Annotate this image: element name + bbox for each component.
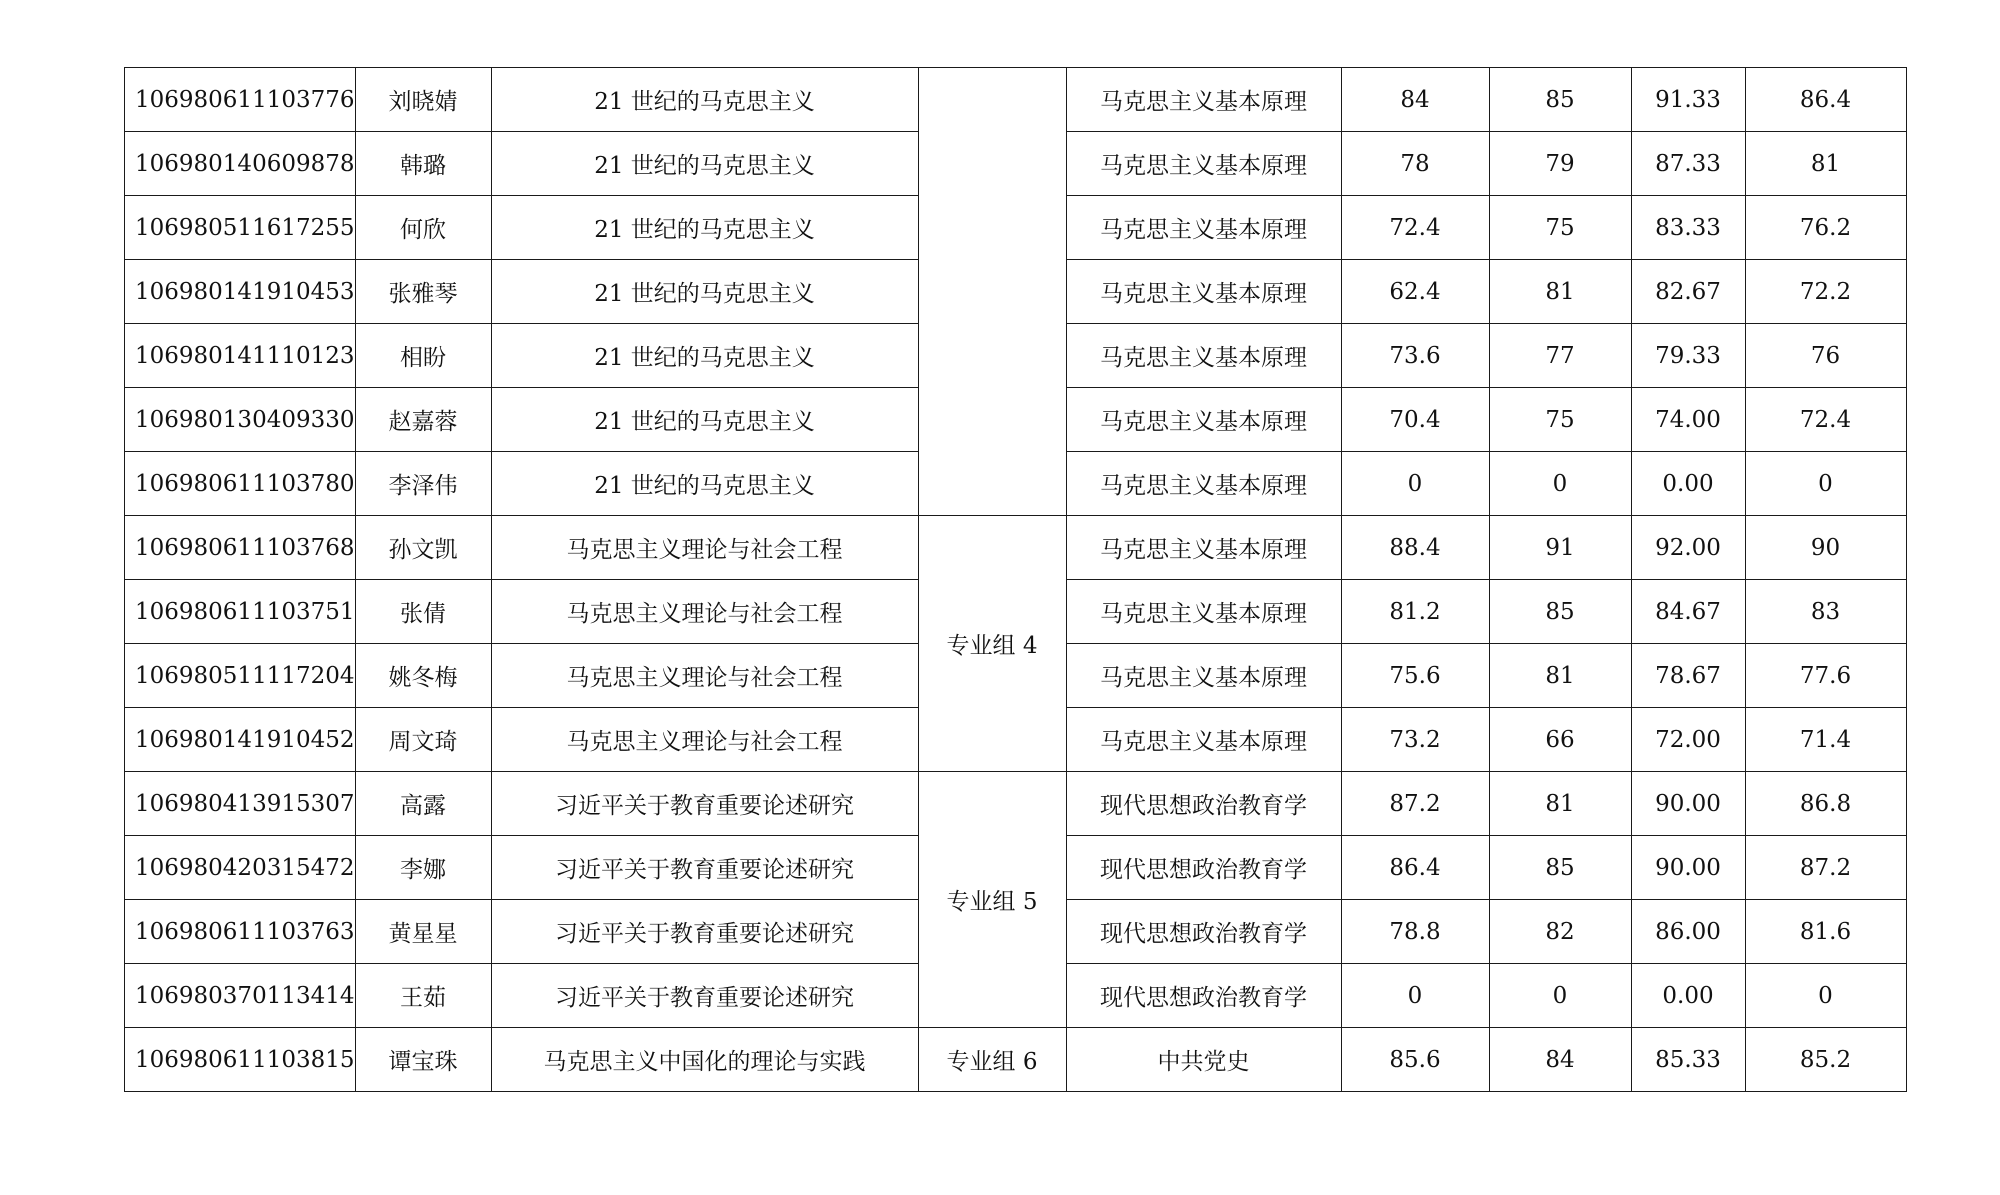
score-1-cell: 85.6 <box>1341 1028 1489 1092</box>
score-2-cell: 77 <box>1489 324 1631 388</box>
candidate-name-cell: 相盼 <box>355 324 491 388</box>
score-2-cell: 79 <box>1489 132 1631 196</box>
candidate-name-cell: 赵嘉蓉 <box>355 388 491 452</box>
total-score-cell: 76 <box>1745 324 1906 388</box>
candidate-name-cell: 孙文凯 <box>355 516 491 580</box>
score-2-cell: 82 <box>1489 900 1631 964</box>
score-1-cell: 81.2 <box>1341 580 1489 644</box>
candidate-name-cell: 李娜 <box>355 836 491 900</box>
score-1-cell: 78 <box>1341 132 1489 196</box>
exam-id-cell: 106980420315472 <box>125 836 356 900</box>
score-3-cell: 92.00 <box>1631 516 1745 580</box>
score-1-cell: 87.2 <box>1341 772 1489 836</box>
subject-cell: 马克思主义基本原理 <box>1066 580 1341 644</box>
total-score-cell: 83 <box>1745 580 1906 644</box>
exam-id-cell: 106980511617255 <box>125 196 356 260</box>
score-3-cell: 79.33 <box>1631 324 1745 388</box>
score-1-cell: 72.4 <box>1341 196 1489 260</box>
candidate-name-cell: 谭宝珠 <box>355 1028 491 1092</box>
score-2-cell: 75 <box>1489 196 1631 260</box>
exam-id-cell: 106980611103763 <box>125 900 356 964</box>
total-score-cell: 76.2 <box>1745 196 1906 260</box>
subject-cell: 马克思主义基本原理 <box>1066 644 1341 708</box>
total-score-cell: 72.4 <box>1745 388 1906 452</box>
score-2-cell: 75 <box>1489 388 1631 452</box>
subject-cell: 马克思主义基本原理 <box>1066 324 1341 388</box>
candidate-name-cell: 刘晓婧 <box>355 68 491 132</box>
score-3-cell: 85.33 <box>1631 1028 1745 1092</box>
score-1-cell: 70.4 <box>1341 388 1489 452</box>
score-3-cell: 83.33 <box>1631 196 1745 260</box>
subject-cell: 马克思主义基本原理 <box>1066 196 1341 260</box>
score-3-cell: 72.00 <box>1631 708 1745 772</box>
subject-cell: 现代思想政治教育学 <box>1066 772 1341 836</box>
total-score-cell: 81.6 <box>1745 900 1906 964</box>
subject-cell: 马克思主义基本原理 <box>1066 132 1341 196</box>
total-score-cell: 87.2 <box>1745 836 1906 900</box>
score-3-cell: 78.67 <box>1631 644 1745 708</box>
research-direction-cell: 马克思主义理论与社会工程 <box>491 708 918 772</box>
research-direction-cell: 习近平关于教育重要论述研究 <box>491 964 918 1028</box>
exam-id-cell: 106980130409330 <box>125 388 356 452</box>
research-direction-cell: 21 世纪的马克思主义 <box>491 132 918 196</box>
subject-cell: 中共党史 <box>1066 1028 1341 1092</box>
exam-id-cell: 106980413915307 <box>125 772 356 836</box>
exam-id-cell: 106980141910452 <box>125 708 356 772</box>
score-1-cell: 78.8 <box>1341 900 1489 964</box>
score-3-cell: 87.33 <box>1631 132 1745 196</box>
candidate-name-cell: 姚冬梅 <box>355 644 491 708</box>
exam-id-cell: 106980611103768 <box>125 516 356 580</box>
research-direction-cell: 21 世纪的马克思主义 <box>491 196 918 260</box>
score-3-cell: 90.00 <box>1631 836 1745 900</box>
exam-id-cell: 106980141910453 <box>125 260 356 324</box>
exam-id-cell: 106980511117204 <box>125 644 356 708</box>
group-cell: 专业组 4 <box>918 516 1066 772</box>
candidate-name-cell: 张雅琴 <box>355 260 491 324</box>
subject-cell: 现代思想政治教育学 <box>1066 964 1341 1028</box>
subject-cell: 马克思主义基本原理 <box>1066 68 1341 132</box>
exam-id-cell: 106980611103751 <box>125 580 356 644</box>
research-direction-cell: 21 世纪的马克思主义 <box>491 260 918 324</box>
subject-cell: 马克思主义基本原理 <box>1066 388 1341 452</box>
exam-id-cell: 106980141110123 <box>125 324 356 388</box>
score-3-cell: 86.00 <box>1631 900 1745 964</box>
score-1-cell: 0 <box>1341 452 1489 516</box>
research-direction-cell: 马克思主义理论与社会工程 <box>491 644 918 708</box>
research-direction-cell: 21 世纪的马克思主义 <box>491 388 918 452</box>
exam-id-cell: 106980611103776 <box>125 68 356 132</box>
candidate-name-cell: 张倩 <box>355 580 491 644</box>
candidate-name-cell: 韩璐 <box>355 132 491 196</box>
score-2-cell: 81 <box>1489 260 1631 324</box>
research-direction-cell: 习近平关于教育重要论述研究 <box>491 772 918 836</box>
score-1-cell: 75.6 <box>1341 644 1489 708</box>
score-3-cell: 90.00 <box>1631 772 1745 836</box>
research-direction-cell: 21 世纪的马克思主义 <box>491 452 918 516</box>
table-row <box>125 772 1907 836</box>
score-2-cell: 0 <box>1489 452 1631 516</box>
total-score-cell: 90 <box>1745 516 1906 580</box>
group-cell: 专业组 5 <box>918 772 1066 1028</box>
score-2-cell: 81 <box>1489 772 1631 836</box>
score-1-cell: 0 <box>1341 964 1489 1028</box>
score-2-cell: 0 <box>1489 964 1631 1028</box>
exam-id-cell: 106980140609878 <box>125 132 356 196</box>
score-3-cell: 0.00 <box>1631 452 1745 516</box>
score-3-cell: 84.67 <box>1631 580 1745 644</box>
research-direction-cell: 马克思主义理论与社会工程 <box>491 580 918 644</box>
total-score-cell: 0 <box>1745 452 1906 516</box>
score-2-cell: 84 <box>1489 1028 1631 1092</box>
candidate-name-cell: 黄星星 <box>355 900 491 964</box>
candidate-name-cell: 王茹 <box>355 964 491 1028</box>
subject-cell: 马克思主义基本原理 <box>1066 708 1341 772</box>
research-direction-cell: 21 世纪的马克思主义 <box>491 68 918 132</box>
subject-cell: 马克思主义基本原理 <box>1066 516 1341 580</box>
score-1-cell: 73.6 <box>1341 324 1489 388</box>
research-direction-cell: 习近平关于教育重要论述研究 <box>491 836 918 900</box>
research-direction-cell: 马克思主义中国化的理论与实践 <box>491 1028 918 1092</box>
score-2-cell: 85 <box>1489 836 1631 900</box>
total-score-cell: 81 <box>1745 132 1906 196</box>
total-score-cell: 72.2 <box>1745 260 1906 324</box>
table-row <box>125 68 1907 132</box>
score-2-cell: 85 <box>1489 68 1631 132</box>
score-1-cell: 62.4 <box>1341 260 1489 324</box>
total-score-cell: 71.4 <box>1745 708 1906 772</box>
score-2-cell: 81 <box>1489 644 1631 708</box>
table-row <box>125 1028 1907 1092</box>
group-cell: 专业组 6 <box>918 1028 1066 1092</box>
candidate-name-cell: 周文琦 <box>355 708 491 772</box>
candidate-name-cell: 高露 <box>355 772 491 836</box>
score-2-cell: 85 <box>1489 580 1631 644</box>
total-score-cell: 86.4 <box>1745 68 1906 132</box>
subject-cell: 现代思想政治教育学 <box>1066 836 1341 900</box>
score-table-body <box>125 68 1907 1092</box>
subject-cell: 现代思想政治教育学 <box>1066 900 1341 964</box>
score-3-cell: 91.33 <box>1631 68 1745 132</box>
research-direction-cell: 马克思主义理论与社会工程 <box>491 516 918 580</box>
research-direction-cell: 习近平关于教育重要论述研究 <box>491 900 918 964</box>
exam-id-cell: 106980611103780 <box>125 452 356 516</box>
score-1-cell: 84 <box>1341 68 1489 132</box>
score-2-cell: 91 <box>1489 516 1631 580</box>
score-1-cell: 88.4 <box>1341 516 1489 580</box>
score-2-cell: 66 <box>1489 708 1631 772</box>
total-score-cell: 85.2 <box>1745 1028 1906 1092</box>
group-cell <box>918 68 1066 516</box>
candidate-name-cell: 何欣 <box>355 196 491 260</box>
score-3-cell: 82.67 <box>1631 260 1745 324</box>
total-score-cell: 86.8 <box>1745 772 1906 836</box>
total-score-cell: 0 <box>1745 964 1906 1028</box>
score-table <box>124 67 1907 1092</box>
subject-cell: 马克思主义基本原理 <box>1066 452 1341 516</box>
exam-id-cell: 106980611103815 <box>125 1028 356 1092</box>
research-direction-cell: 21 世纪的马克思主义 <box>491 324 918 388</box>
table-row <box>125 516 1907 580</box>
score-1-cell: 86.4 <box>1341 836 1489 900</box>
candidate-name-cell: 李泽伟 <box>355 452 491 516</box>
exam-id-cell: 106980370113414 <box>125 964 356 1028</box>
score-3-cell: 74.00 <box>1631 388 1745 452</box>
score-3-cell: 0.00 <box>1631 964 1745 1028</box>
score-1-cell: 73.2 <box>1341 708 1489 772</box>
total-score-cell: 77.6 <box>1745 644 1906 708</box>
subject-cell: 马克思主义基本原理 <box>1066 260 1341 324</box>
